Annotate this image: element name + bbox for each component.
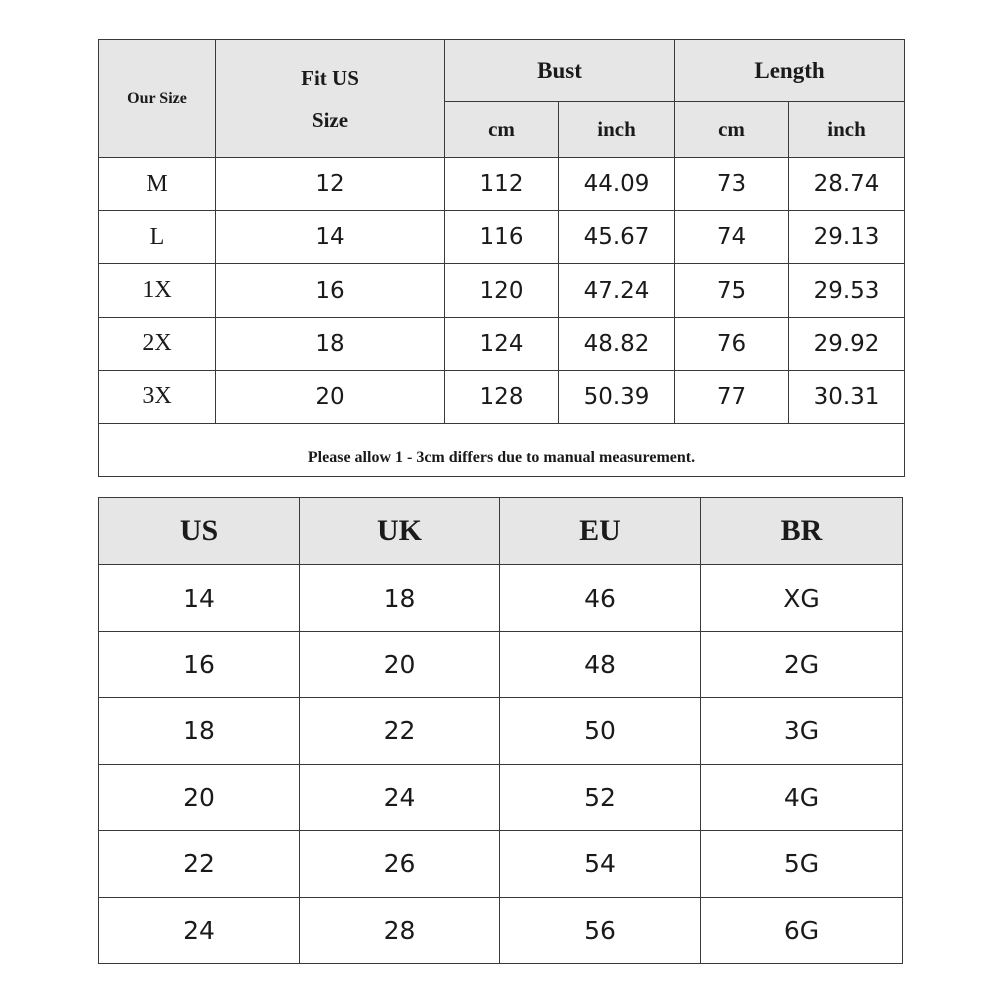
header-bust-cm: cm <box>445 102 559 158</box>
cell-us: 14 <box>99 565 300 631</box>
cell-uk: 20 <box>300 631 500 697</box>
header-eu: EU <box>500 498 701 565</box>
table-row <box>99 831 903 897</box>
cell-eu: 46 <box>500 565 701 631</box>
cell-bust-inch: 45.67 <box>559 211 675 264</box>
cell-eu: 48 <box>500 631 701 697</box>
cell-bust-inch: 48.82 <box>559 317 675 370</box>
table-row <box>99 264 905 317</box>
table-row <box>99 370 905 423</box>
cell-uk: 18 <box>300 565 500 631</box>
header-our-size: Our Size <box>99 40 216 158</box>
cell-us: 20 <box>216 370 445 423</box>
cell-br: XG <box>701 565 903 631</box>
table-row <box>99 897 903 963</box>
cell-size: L <box>99 211 216 264</box>
cell-bust-inch: 44.09 <box>559 158 675 211</box>
cell-us: 12 <box>216 158 445 211</box>
cell-br: 4G <box>701 764 903 830</box>
cell-length-cm: 77 <box>675 370 789 423</box>
cell-length-inch: 29.53 <box>789 264 905 317</box>
cell-us: 18 <box>99 698 300 764</box>
cell-us: 18 <box>216 317 445 370</box>
cell-uk: 28 <box>300 897 500 963</box>
table-row <box>99 158 905 211</box>
cell-eu: 52 <box>500 764 701 830</box>
header-bust: Bust <box>445 40 675 102</box>
header-fit-us-line1: Fit US <box>301 65 359 90</box>
header-length-inch: inch <box>789 102 905 158</box>
size-conversion-table <box>98 497 903 964</box>
measurement-note: Please allow 1 - 3cm differs due to manual measurement. <box>99 423 905 476</box>
cell-length-inch: 29.13 <box>789 211 905 264</box>
cell-uk: 22 <box>300 698 500 764</box>
table-row <box>99 317 905 370</box>
cell-length-cm: 73 <box>675 158 789 211</box>
table-row <box>99 764 903 830</box>
cell-size: 1X <box>99 264 216 317</box>
cell-br: 2G <box>701 631 903 697</box>
size-chart-table <box>98 39 905 477</box>
header-us: US <box>99 498 300 565</box>
table-row <box>99 565 903 631</box>
cell-bust-cm: 112 <box>445 158 559 211</box>
cell-eu: 54 <box>500 831 701 897</box>
cell-length-inch: 29.92 <box>789 317 905 370</box>
cell-length-cm: 74 <box>675 211 789 264</box>
cell-bust-cm: 124 <box>445 317 559 370</box>
cell-us: 24 <box>99 897 300 963</box>
table-row <box>99 631 903 697</box>
header-bust-inch: inch <box>559 102 675 158</box>
cell-us: 20 <box>99 764 300 830</box>
cell-size: M <box>99 158 216 211</box>
cell-bust-cm: 120 <box>445 264 559 317</box>
header-uk: UK <box>300 498 500 565</box>
cell-size: 3X <box>99 370 216 423</box>
cell-length-cm: 75 <box>675 264 789 317</box>
cell-length-cm: 76 <box>675 317 789 370</box>
table-row <box>99 211 905 264</box>
cell-bust-inch: 50.39 <box>559 370 675 423</box>
cell-length-inch: 30.31 <box>789 370 905 423</box>
header-fit-us-line2: Size <box>311 107 349 132</box>
header-fit-us-size <box>216 40 445 158</box>
cell-bust-cm: 116 <box>445 211 559 264</box>
cell-uk: 26 <box>300 831 500 897</box>
table-row <box>99 698 903 764</box>
cell-bust-cm: 128 <box>445 370 559 423</box>
cell-us: 16 <box>99 631 300 697</box>
cell-length-inch: 28.74 <box>789 158 905 211</box>
cell-bust-inch: 47.24 <box>559 264 675 317</box>
cell-us: 14 <box>216 211 445 264</box>
cell-us: 22 <box>99 831 300 897</box>
cell-eu: 56 <box>500 897 701 963</box>
header-br: BR <box>701 498 903 565</box>
cell-br: 3G <box>701 698 903 764</box>
cell-br: 6G <box>701 897 903 963</box>
header-length-cm: cm <box>675 102 789 158</box>
cell-us: 16 <box>216 264 445 317</box>
cell-size: 2X <box>99 317 216 370</box>
cell-eu: 50 <box>500 698 701 764</box>
header-length: Length <box>675 40 905 102</box>
cell-uk: 24 <box>300 764 500 830</box>
cell-br: 5G <box>701 831 903 897</box>
